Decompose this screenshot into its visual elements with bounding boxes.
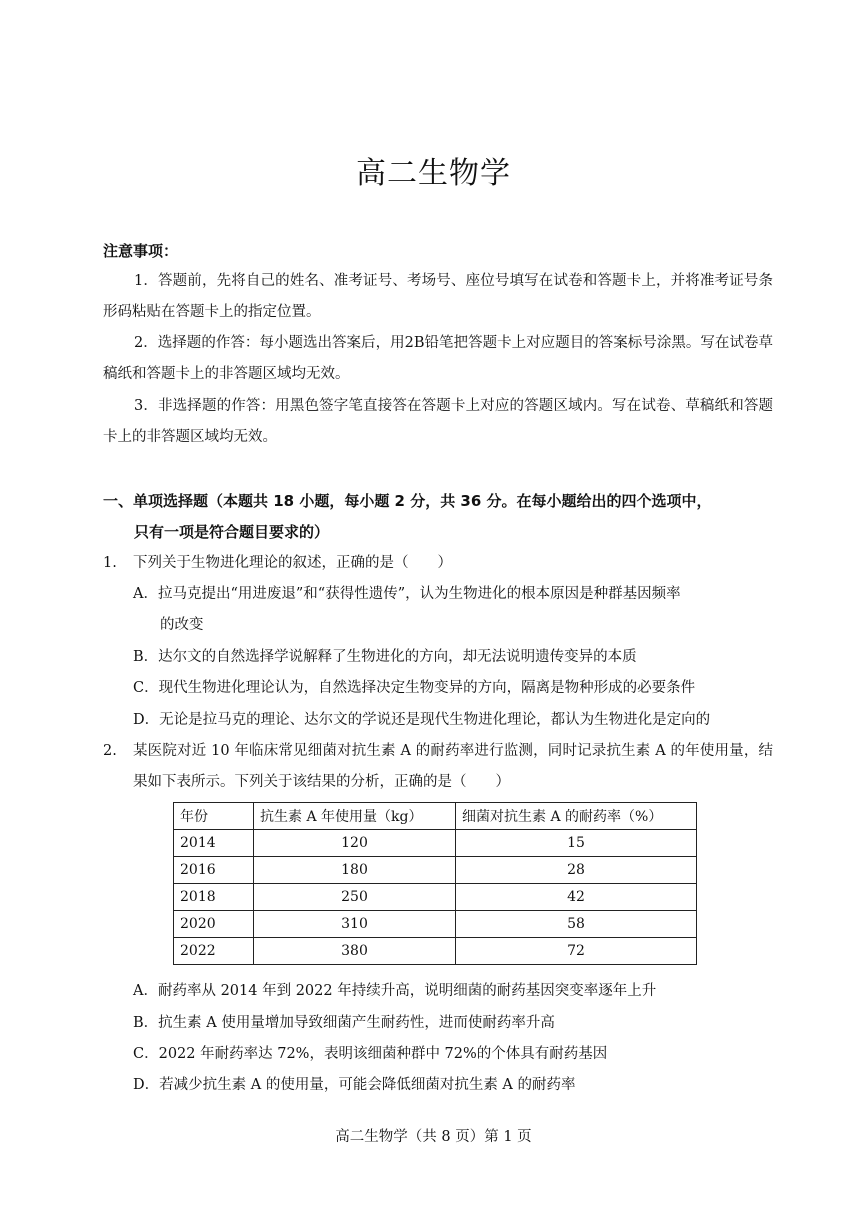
option-c: C．2022 年耐药率达 72%，表明该细菌种群中 72%的个体具有耐药基因 xyxy=(133,1046,608,1062)
table-cell: 2022 xyxy=(174,938,254,965)
notice-item-1: 1．答题前，先将自己的姓名、准考证号、考场号、座位号填写在试卷和答题卡上，并将准考证号条形码粘贴在答题卡上的指定位置。 xyxy=(103,273,773,320)
table-header: 细菌对抗生素 A 的耐药率（%） xyxy=(456,803,697,830)
section-heading-line1: 一、单项选择题（本题共 18 小题，每小题 2 分，共 36 分。在每小题给出的四个选项中， xyxy=(103,492,712,510)
question-number: 2. xyxy=(103,743,117,759)
section-heading xyxy=(103,486,783,548)
table-cell: 180 xyxy=(254,857,456,884)
question-stem: 下列关于生物进化理论的叙述，正确的是（ ） xyxy=(133,555,452,571)
table-row xyxy=(174,857,697,884)
table-cell: 72 xyxy=(456,938,697,965)
notice-heading: 注意事项： xyxy=(103,242,179,260)
table-row xyxy=(174,911,697,938)
option-d: D．无论是拉马克的理论、达尔文的学说还是现代生物进化理论，都认为生物进化是定向的 xyxy=(133,712,711,728)
table-cell: 2016 xyxy=(174,857,254,884)
table-cell: 250 xyxy=(254,884,456,911)
table-cell: 58 xyxy=(456,911,697,938)
page-footer: 高二生物学（共 8 页）第 1 页 xyxy=(335,1129,532,1145)
notice-item-3: 3．非选择题的作答：用黑色签字笔直接答在答题卡上对应的答题区域内。写在试卷、草稿纸和答题卡上的非答题区域均无效。 xyxy=(103,398,773,445)
table-cell: 28 xyxy=(456,857,697,884)
table-cell: 380 xyxy=(254,938,456,965)
data-table xyxy=(173,802,697,965)
page-title: 高二生物学 xyxy=(356,156,511,191)
table-header: 年份 xyxy=(174,803,254,830)
table-header: 抗生素 A 年使用量（kg） xyxy=(254,803,456,830)
question-number: 1. xyxy=(103,555,117,571)
question-stem: 某医院对近 10 年临床常见细菌对抗生素 A 的耐药率进行监测，同时记录抗生素 A 的年使用量，结果如下表所示。下列关于该结果的分析，正确的是（ ） xyxy=(133,743,773,790)
option-a-line1: A．拉马克提出“用进废退”和“获得性遗传”，认为生物进化的根本原因是种群基因频率 xyxy=(133,586,681,602)
table-cell: 120 xyxy=(254,830,456,857)
section-heading-line2: 只有一项是符合题目要求的） xyxy=(134,523,330,541)
option-c: C．现代生物进化理论认为，自然选择决定生物变异的方向，隔离是物种形成的必要条件 xyxy=(133,680,696,696)
option-a: A．耐药率从 2014 年到 2022 年持续升高，说明细菌的耐药基因突变率逐年上升 xyxy=(133,983,657,999)
table-cell: 2018 xyxy=(174,884,254,911)
option-a xyxy=(133,579,778,641)
table-row xyxy=(174,830,697,857)
table-cell: 15 xyxy=(456,830,697,857)
option-d: D．若减少抗生素 A 的使用量，可能会降低细菌对抗生素 A 的耐药率 xyxy=(133,1077,576,1093)
table-header-row xyxy=(174,803,697,830)
option-a-line2: 的改变 xyxy=(160,617,204,633)
table-cell: 310 xyxy=(254,911,456,938)
option-b: B．抗生素 A 使用量增加导致细菌产生耐药性，进而使耐药率升高 xyxy=(133,1015,555,1031)
table-cell: 2020 xyxy=(174,911,254,938)
table-cell: 42 xyxy=(456,884,697,911)
table-row xyxy=(174,884,697,911)
table-cell: 2014 xyxy=(174,830,254,857)
option-b: B．达尔文的自然选择学说解释了生物进化的方向，却无法说明遗传变异的本质 xyxy=(133,649,637,665)
notice-item-2: 2．选择题的作答：每小题选出答案后，用2B铅笔把答题卡上对应题目的答案标号涂黑。写在试卷草稿纸和答题卡上的非答题区域均无效。 xyxy=(103,335,773,382)
table-row xyxy=(174,938,697,965)
